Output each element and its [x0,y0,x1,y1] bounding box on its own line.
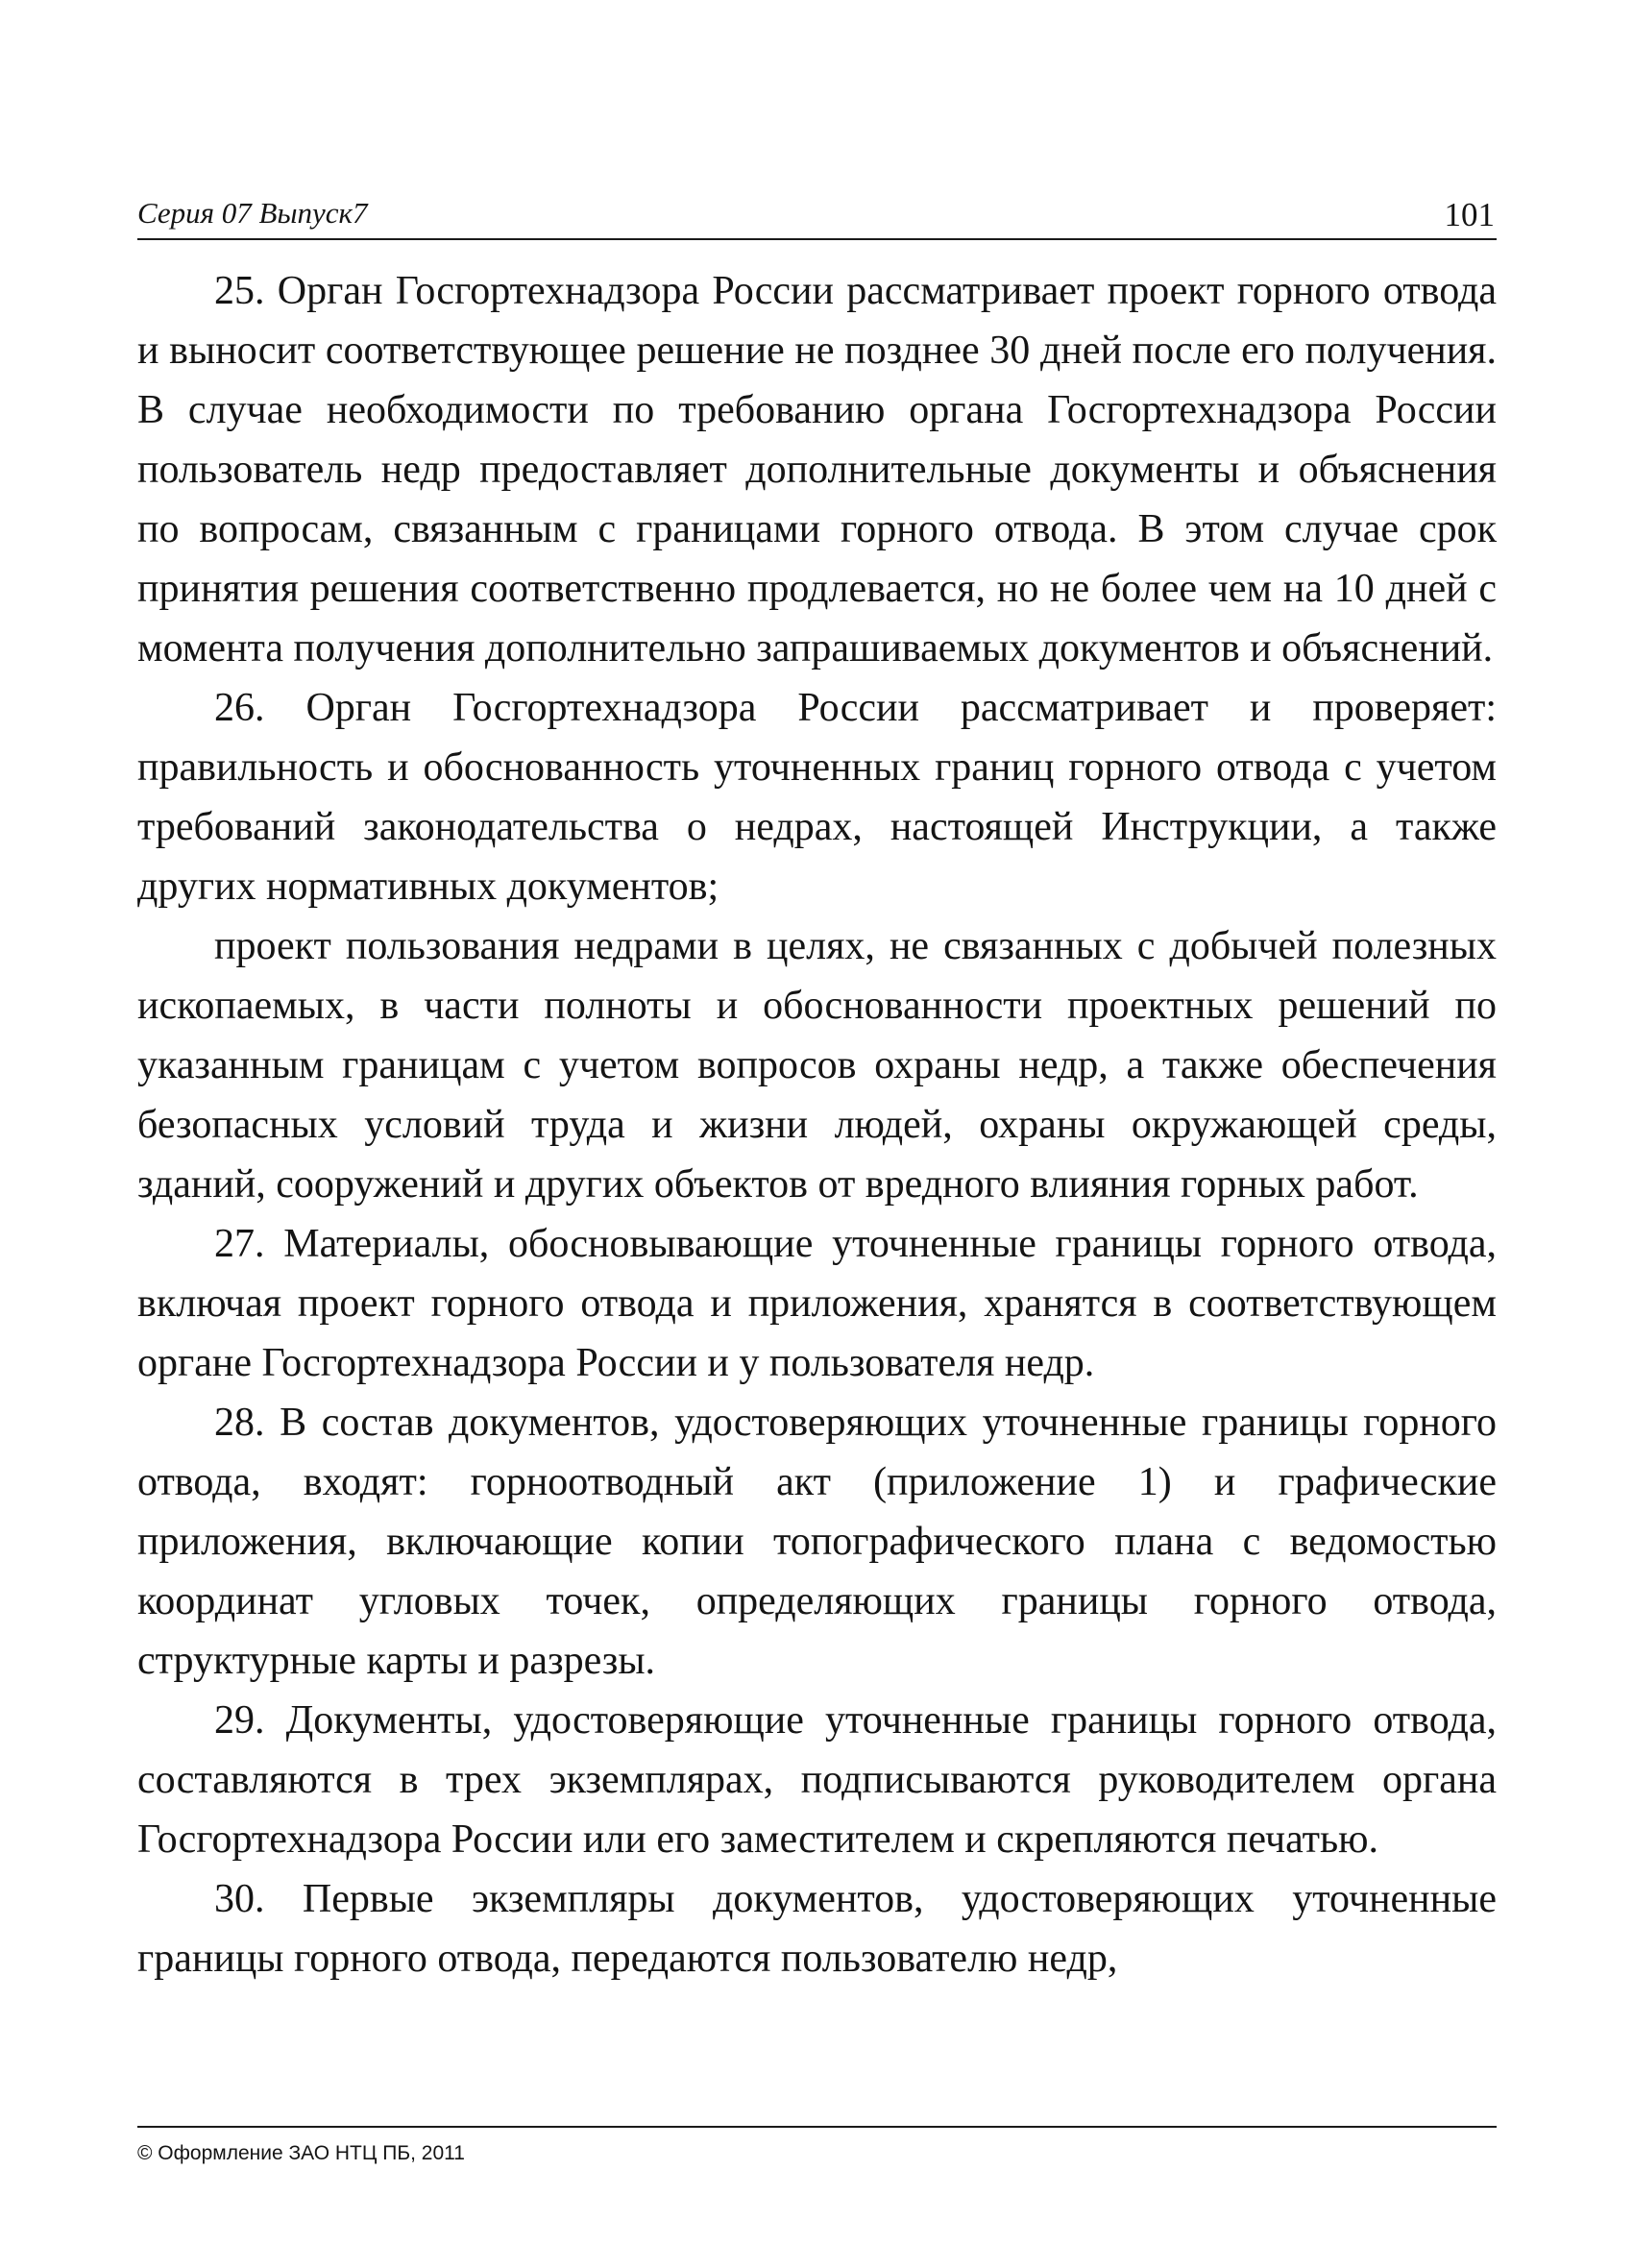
paragraph-25: 25. Орган Госгортехнадзора России рассматривает проект горного отвода и выносит соответствующее решение не позднее 30 дней после его получения. В случае необходимости по требованию органа Госгортехнадзора России пользователь недр предоставляет дополнительные документы и объяснения по вопросам, связанным с границами горного отвода. В этом случае срок принятия решения соответственно продлевается, но не более чем на 10 дней с момента получения дополнительно запрашиваемых документов и объяснений. [137,269,1497,671]
paragraph-27: 27. Материалы, обосновывающие уточненные границы горного отвода, включая проект горного отвода и приложения, хранятся в соответствующем органе Госгортехнадзора России и у пользователя недр. [137,1222,1497,1385]
document-body [137,261,1497,1988]
page-number: 101 [1444,196,1495,233]
paragraph-26: 26. Орган Госгортехнадзора России рассматривает и проверяет: правильность и обоснованность уточненных границ горного отвода с учетом требований законодательства о недрах, настоящей Инструкции, а также других нормативных документов; [137,686,1497,909]
page-header [137,186,1497,240]
paragraph-30: 30. Первые экземпляры документов, удостоверяющих уточненные границы горного отвода, передаются пользователю недр, [137,1877,1497,1981]
series-label: Серия 07 Выпуск7 [137,196,368,230]
paragraph-28: 28. В состав документов, удостоверяющих уточненные границы горного отвода, входят: горноотводный акт (приложение 1) и графические приложения, включающие копии топографического плана с ведомостью координат угловых точек, определяющих границы горного отвода, структурные карты и разрезы. [137,1401,1497,1683]
paragraph-29: 29. Документы, удостоверяющие уточненные границы горного отвода, составляются в трех экземплярах, подписываются руководителем органа Госгортехнадзора России или его заместителем и скрепляются печатью. [137,1698,1497,1862]
paragraph-26-continued: проект пользования недрами в целях, не связанных с добычей полезных ископаемых, в части полноты и обоснованности проектных решений по указанным границам с учетом вопросов охраны недр, а также обеспечения безопасных условий труда и жизни людей, охраны окружающей среды, зданий, сооружений и других объектов от вредного влияния горных работ. [137,924,1497,1207]
copyright-notice: © Оформление ЗАО НТЦ ПБ, 2011 [137,2142,465,2164]
page-footer [137,2126,1497,2164]
